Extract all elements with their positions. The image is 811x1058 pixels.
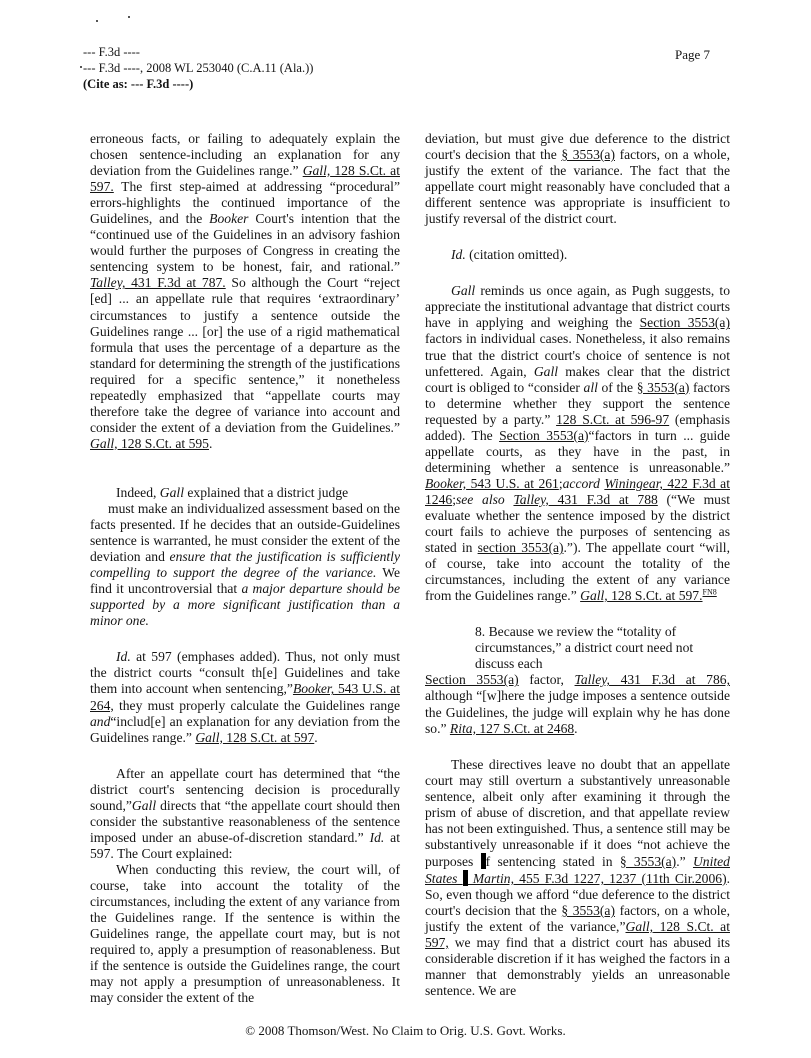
scan-speck bbox=[80, 66, 82, 68]
paragraph: deviation, but must give due deference to the district court's decision that the § 3553(a) factors, on a whole, justify the extent of the variance. The fact that the appellate court might reasonably have concluded that a different sentence was appropriate is insufficient to justify reversal of the district court. bbox=[425, 131, 730, 227]
citation-link[interactable]: Rita, bbox=[449, 720, 476, 736]
citation-link[interactable]: 127 S.Ct. at 2468 bbox=[475, 720, 575, 736]
right-column bbox=[425, 131, 730, 999]
citation-link[interactable]: 128 S.Ct. at 597 bbox=[222, 729, 315, 745]
document-header bbox=[83, 44, 313, 92]
citation-link[interactable]: Booker, bbox=[292, 681, 335, 697]
citation-link[interactable]: 431 F.3d at 787. bbox=[125, 275, 226, 291]
statute-link[interactable]: § 3553(a) bbox=[619, 853, 677, 869]
header-line2: --- F.3d ----, 2008 WL 253040 (C.A.11 (Ala.)) bbox=[83, 61, 314, 75]
citation-link[interactable]: Gall, bbox=[195, 729, 223, 745]
citation-link[interactable]: 543 U.S. at 264, bbox=[90, 681, 400, 713]
citation-link[interactable]: Martin, bbox=[467, 870, 514, 886]
block-quote: When conducting this review, the court will, of course, take into account the totality of the circumstances, including the extent of any variance from the Guidelines range. If the sentence is within the Guidelines range, the appellate court may, but is not required to, apply a presumption of reasonableness. But if the sentence is outside the Guidelines range, the court may not apply a presumption of unreasonableness. It may consider the extent of the bbox=[90, 861, 400, 1006]
paragraph: After an appellate court has determined that “the district court's sentencing decision is procedurally sound,”Gall directs that “the appellate court should then consider the substantive reasonableness of the sentence imposed under an abuse-of-discretion standard.” Id. at 597. The Court explained: bbox=[90, 765, 400, 861]
footnote-continued: Section 3553(a) factor, Talley, 431 F.3d at 786, although “[w]here the judge imposes a sentence outside the Guidelines, the judge will explain why he has done so.” Rita, 127 S.Ct. at 2468. bbox=[425, 672, 730, 736]
citation-link[interactable]: Gall, bbox=[90, 435, 118, 451]
paragraph: Id. at 597 (emphases added). Thus, not only must the district courts “consult th[e] Guidelines and take them into account when sentencing,”Booker, 543 U.S. at 264, they must properly calculate the Guidelines range and“includ[e] an explanation for any deviation from the Guidelines range.” Gall, 128 S.Ct. at 597. bbox=[90, 649, 400, 745]
statute-link[interactable]: Section 3553(a) bbox=[425, 672, 519, 688]
citation-link[interactable]: United States bbox=[425, 853, 730, 886]
citation-link[interactable]: Gall, bbox=[302, 163, 331, 179]
copyright-footer: © 2008 Thomson/West. No Claim to Orig. U.S. Govt. Works. bbox=[245, 1023, 566, 1038]
statute-link[interactable]: section 3553(a) bbox=[477, 540, 564, 556]
scan-speck bbox=[96, 20, 98, 22]
page-number: Page 7 bbox=[675, 47, 711, 62]
paragraph: Indeed, Gall explained that a district judge bbox=[116, 484, 349, 500]
paragraph: Id. (citation omitted). bbox=[451, 247, 568, 263]
citation-link[interactable]: 422 F.3d at 1246 bbox=[425, 475, 730, 507]
citation-link[interactable]: 455 F.3d 1227, 1237 (11th Cir.2006) bbox=[514, 870, 727, 886]
citation-link[interactable]: Talley, bbox=[574, 672, 610, 688]
citation-link[interactable]: 128 S.Ct. at 596-97 bbox=[556, 411, 670, 427]
paragraph: Gall reminds us once again, as Pugh suggests, to appreciate the institutional advantage that district courts have in applying and weighing the Section 3553(a) factors in individual cases. Nonetheless, it also remains true that the district court's choice of sentence is not unfettered. Again, Gall makes clear that the district court is obliged to “consider all of the § 3553(a) factors to determine whether they support the sentence requested by a party.” 128 S.Ct. at 596-97 (emphasis added). The Section 3553(a)“factors in turn ... guide appellate courts, as they have in the past, in determining whether a sentence is unreasonable.” Booker, 543 U.S. at 261;accord Winingear, 422 F.3d at 1246;see also Talley, 431 F.3d at 788 (“We must evaluate whether the sentence imposed by the district court fails to achieve the purposes of sentencing as stated in section 3553(a).”). The appellate court “will, of course, take into account the totality of the circumstances, including the extent of any variance from the Guidelines range.” Gall, 128 S.Ct. at 597.$^{FN8}$ bbox=[425, 283, 731, 604]
paragraph: erroneous facts, or failing to adequately explain the chosen sentence-including an explanation for any deviation from the Guidelines range.” Gall, 128 S.Ct. at 597. The first step-aimed at addressing “procedural” errors-highlights the continued importance of the Guidelines, and the Booker Court's intention that the “continued use of the Guidelines in an advisory fashion would further the purposes of Congress in creating the sentencing system to be honest, fair, and rational.” Talley, 431 F.3d at 787. So although the Court “reject [ed] ... an appellate rule that requires ‘extraordinary’ circumstances to justify a sentence outside the Guidelines range ... [or] the use of a rigid mathematical formula that uses the percentage of a departure as the standard for determining the strength of the justifications required for a specific sentence,” it nonetheless repeatedly emphasized that “appellate courts may therefore take the degree of variance into account and consider the extent of a deviation from the Guidelines.” Gall, 128 S.Ct. at 595. bbox=[90, 131, 400, 451]
citation-link[interactable]: Booker, bbox=[425, 475, 467, 491]
citation-link[interactable]: Talley, bbox=[513, 491, 549, 507]
footnote-ref-link[interactable]: FN8 bbox=[702, 587, 717, 597]
citation-link[interactable]: Talley, bbox=[90, 275, 126, 291]
block-quote: must make an individualized assessment based on the facts presented. If he decides that an outside-Guidelines sentence is warranted, he must consider the extent of the deviation and ensure that the justification is sufficiently compelling to support the degree of the variance. We find it uncontroversial that a major departure should be supported by a more significant justification than a minor one. bbox=[90, 500, 400, 629]
footnote: 8. Because we review the “totality of circumstances,” a district court need not discuss each bbox=[475, 624, 694, 672]
statute-link[interactable]: § 3553(a) bbox=[561, 147, 615, 163]
left-column bbox=[90, 131, 400, 1006]
header-cite: (Cite as: --- F.3d ----) bbox=[83, 77, 194, 91]
statute-link[interactable]: Section 3553(a) bbox=[499, 427, 589, 443]
paragraph: These directives leave no doubt that an appellate court may still overturn a substantively unreasonable sentence, albeit only after examining it through the prism of abuse of discretion, and that appellate review has not been extinguished. Thus, a sentence still may be substantively unreasonable if it does “not achieve the purposes f sentencing stated in § 3553(a).” United States Martin, 455 F.3d 1227, 1237 (11th Cir.2006). So, even though we afford “due deference to the district court's decision that the § 3553(a) factors, on a whole, justify the extent of the variance,”Gall, 128 S.Ct. at 597, we may find that a district court has abused its considerable discretion if it has weighed the factors in a manner that demonstrably yields an unreasonable sentence. We are bbox=[425, 756, 730, 999]
citation-link[interactable]: 431 F.3d at 786, bbox=[609, 672, 730, 688]
citation-link[interactable]: 543 U.S. at 261 bbox=[466, 475, 559, 491]
citation-link[interactable]: 128 S.Ct. at 597, bbox=[425, 919, 730, 951]
statute-link[interactable]: § 3553(a) bbox=[561, 903, 615, 919]
citation-link[interactable]: 431 F.3d at 788 bbox=[548, 491, 658, 507]
citation-link[interactable]: Winingear, bbox=[604, 475, 663, 491]
scan-speck bbox=[128, 16, 130, 18]
header-line1: --- F.3d ---- bbox=[83, 45, 140, 59]
citation-link[interactable]: Gall, bbox=[580, 588, 608, 604]
citation-link[interactable]: 128 S.Ct. at 597. bbox=[90, 163, 400, 195]
citation-link[interactable]: Gall, bbox=[625, 919, 654, 935]
citation-link[interactable]: 128 S.Ct. at 595 bbox=[117, 435, 209, 451]
statute-link[interactable]: Section 3553(a) bbox=[639, 315, 730, 331]
citation-link[interactable]: 128 S.Ct. at 597. bbox=[607, 588, 703, 604]
statute-link[interactable]: § 3553(a) bbox=[636, 379, 690, 395]
